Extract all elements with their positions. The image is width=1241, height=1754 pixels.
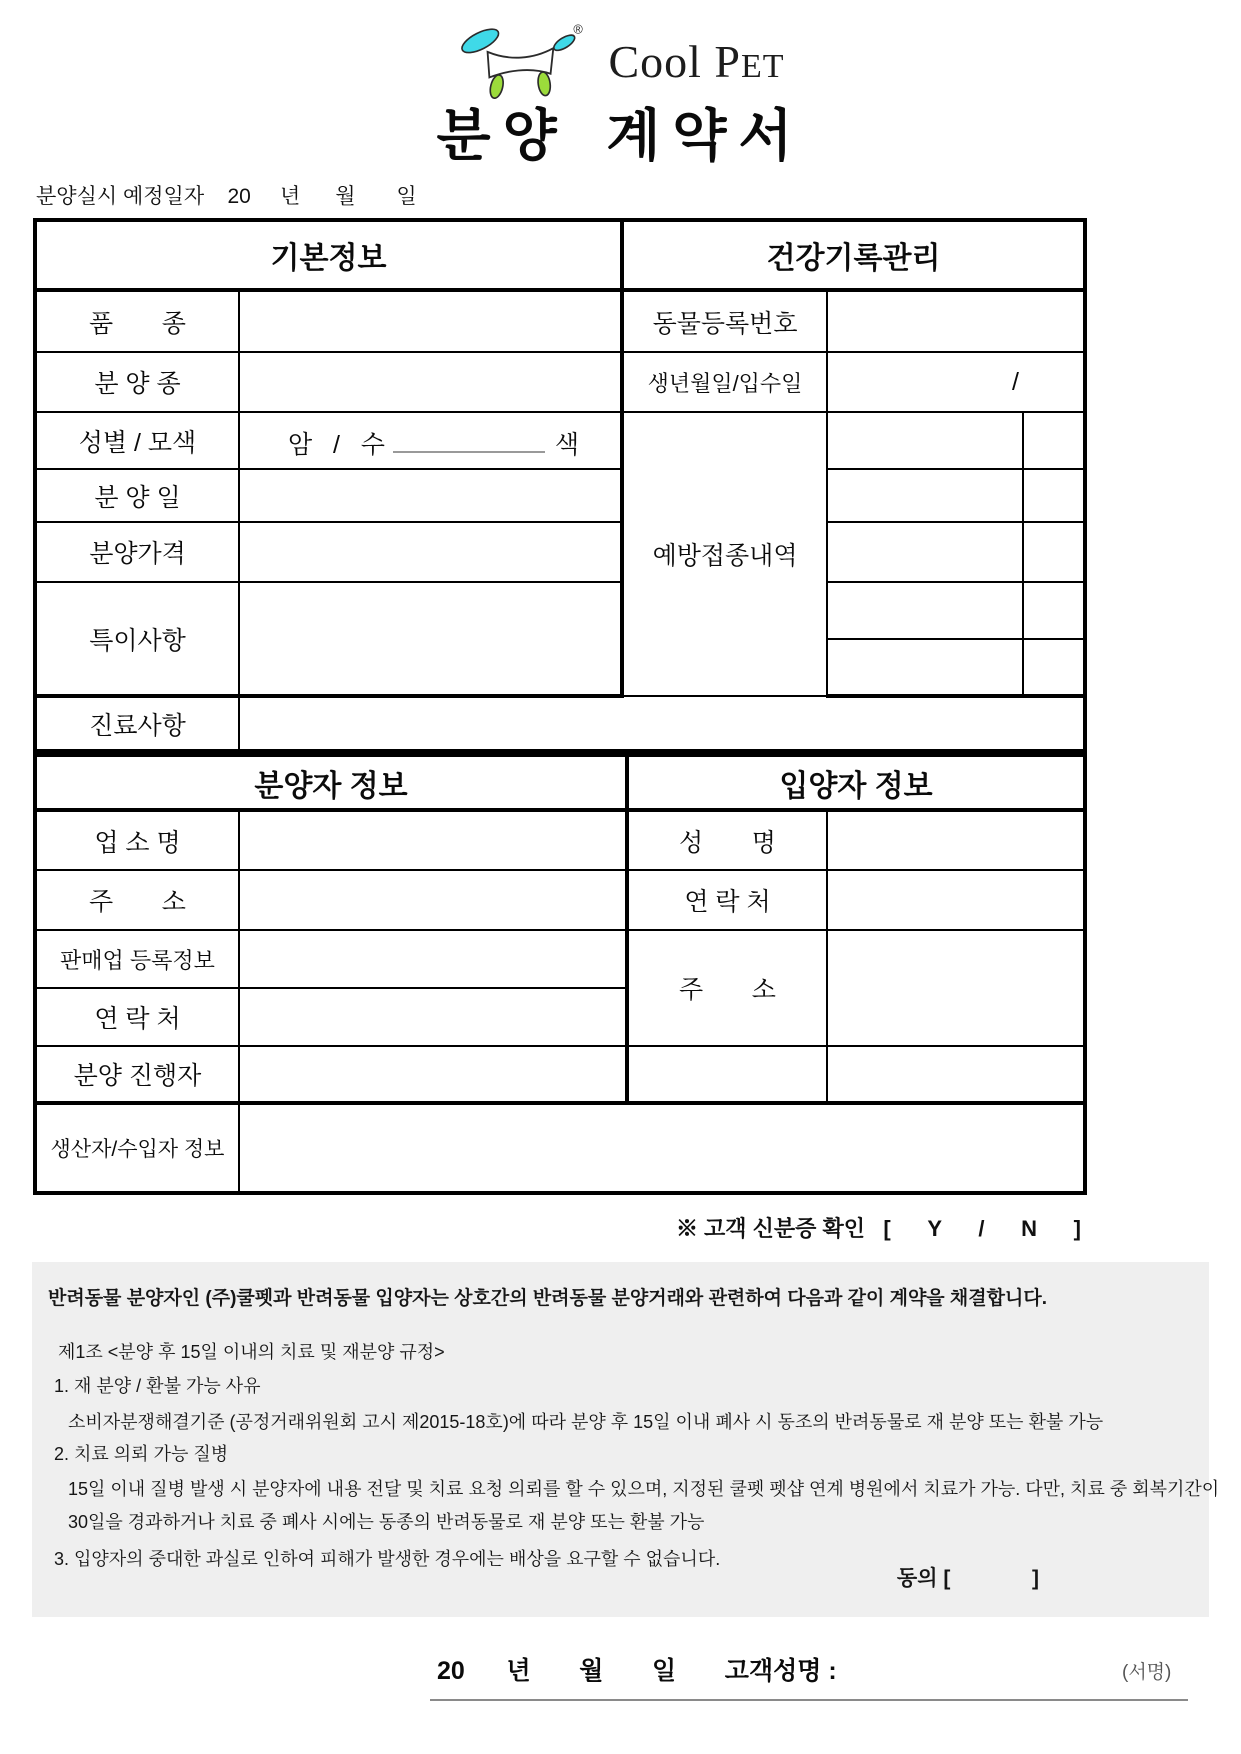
adoption-price-label: 분양가격 [35, 522, 239, 582]
adopter-address-input-cell[interactable] [827, 930, 1085, 1046]
agreement-box [32, 1262, 1220, 1617]
special-notes-input-cell[interactable] [239, 582, 622, 696]
customer-id-check-line[interactable]: ※ 고객 신분증 확인 [ Y / N ] [675, 1216, 1081, 1241]
vaccination-row2-name-cell[interactable] [827, 469, 1023, 522]
adopter-name-label: 성 명 [627, 810, 827, 870]
business-name-label: 업 소 명 [35, 810, 239, 870]
vaccination-row1-check-cell[interactable] [1023, 412, 1085, 469]
vaccination-row5-check-cell[interactable] [1023, 639, 1085, 696]
adoption-agent-label: 분양 진행자 [35, 1046, 239, 1103]
adopter-extra-label-cell [627, 1046, 827, 1103]
logo-text [608, 35, 784, 88]
producer-importer-label: 생산자/수입자 정보 [35, 1103, 239, 1193]
seller-info-header: 분양자 정보 [35, 755, 627, 810]
page-title: 분양 계약서 [436, 104, 805, 167]
seller-address-input-cell[interactable] [239, 870, 627, 930]
signature-hint: (서명) [1122, 1662, 1172, 1683]
adoption-type-label: 분 양 종 [35, 352, 239, 412]
agreement-clause2-title: 2. 치료 의뢰 가능 질병 [54, 1444, 229, 1464]
vaccination-row2-check-cell[interactable] [1023, 469, 1085, 522]
adopter-extra-input-cell[interactable] [827, 1046, 1085, 1103]
sex-options: 암 / 수 [288, 430, 385, 459]
color-suffix: 색 [554, 430, 580, 459]
seller-address-label: 주 소 [35, 870, 239, 930]
registered-mark: ® [573, 21, 584, 37]
vaccination-row5-name-cell[interactable] [827, 639, 1023, 696]
adopter-info-header: 입양자 정보 [627, 755, 1085, 810]
vaccination-row4-name-cell[interactable] [827, 582, 1023, 639]
breed-input-cell[interactable] [239, 290, 622, 352]
health-record-header: 건강기록관리 [622, 220, 1085, 290]
agreement-clause1-body: 소비자분쟁해결기준 (공정거래위원회 고시 제2015-18호)에 따라 분양 후 15일 이내 폐사 시 동조의 반려동물로 재 분양 또는 환불 가능 [68, 1412, 1104, 1432]
medical-notes-label: 진료사항 [35, 696, 239, 751]
adoption-date-input-cell[interactable] [239, 469, 622, 522]
animal-reg-no-input-cell[interactable] [827, 290, 1085, 352]
adoption-price-input-cell[interactable] [239, 522, 622, 582]
adopter-address-label: 주 소 [627, 930, 827, 1046]
sales-registration-input-cell[interactable] [239, 930, 627, 988]
coolpet-dog-logo-icon [456, 19, 594, 103]
agreement-clause1-title: 1. 재 분양 / 환불 가능 사유 [54, 1376, 261, 1396]
adoption-date-label: 분 양 일 [35, 469, 239, 522]
seller-contact-input-cell[interactable] [239, 988, 627, 1046]
seller-adopter-table [33, 753, 1087, 1195]
vaccination-row3-check-cell[interactable] [1023, 522, 1085, 582]
special-notes-label: 특이사항 [35, 582, 239, 696]
agreement-clause2-body1: 15일 이내 질병 발생 시 분양자에 내용 전달 및 치료 요청 의뢰를 할 수 있으며, 지정된 쿨펫 펫샵 연계 병원에서 치료가 가능. 다만, 치료 중 회복기간이 [68, 1479, 1220, 1499]
basic-info-header: 기본정보 [35, 220, 622, 290]
signature-underline[interactable] [430, 1699, 1188, 1701]
color-fill-line[interactable] [393, 421, 545, 453]
adopter-contact-label: 연 락 처 [627, 870, 827, 930]
birth-acquired-label: 생년월일/입수일 [622, 352, 827, 412]
agreement-intro: 반려동물 분양자인 (주)쿨펫과 반려동물 입양자는 상호간의 반려동물 분양거래와 관련하여 다음과 같이 계약을 채결합니다. [48, 1288, 1047, 1309]
vaccination-row4-check-cell[interactable] [1023, 582, 1085, 639]
producer-importer-input-cell[interactable] [239, 1103, 1085, 1193]
consent-fill-line[interactable]: 동의 [ ] [896, 1567, 1039, 1590]
vaccination-row3-name-cell[interactable] [827, 522, 1023, 582]
sex-color-label: 성별 / 모색 [35, 412, 239, 469]
adoption-agent-input-cell[interactable] [239, 1046, 627, 1103]
birth-acquired-input-cell[interactable]: / [827, 352, 1085, 412]
signature-date-name-line[interactable]: 20 년 월 일 고객성명 : [437, 1657, 837, 1685]
breed-label: 품 종 [35, 290, 239, 352]
adopter-contact-input-cell[interactable] [827, 870, 1085, 930]
sales-registration-label: 판매업 등록정보 [35, 930, 239, 988]
logo-text-main: Cool P [608, 35, 741, 87]
seller-contact-label: 연 락 처 [35, 988, 239, 1046]
scheduled-date-line: 분양실시 예정일자 20 년 월 일 [36, 185, 417, 208]
adopter-name-input-cell[interactable] [827, 810, 1085, 870]
agreement-clause2-body2: 30일을 경과하거나 치료 중 폐사 시에는 동종의 반려동물로 재 분양 또는 환불 가능 [68, 1512, 705, 1532]
animal-reg-no-label: 동물등록번호 [622, 290, 827, 352]
agreement-article1-title: 제1조 <분양 후 15일 이내의 치료 및 재분양 규정> [58, 1342, 445, 1362]
vaccination-row1-name-cell[interactable] [827, 412, 1023, 469]
vaccination-label: 예방접종내역 [622, 412, 827, 696]
business-name-input-cell[interactable] [239, 810, 627, 870]
agreement-clause3-title: 3. 입양자의 중대한 과실로 인하여 피해가 발생한 경우에는 배상을 요구할 수 없습니다. [54, 1549, 721, 1569]
logo-text-small: ET [741, 47, 785, 85]
adoption-type-input-cell[interactable] [239, 352, 622, 412]
sex-color-input-cell[interactable] [239, 412, 622, 469]
basic-info-health-table [33, 218, 1087, 753]
medical-notes-input-cell[interactable] [239, 696, 1085, 751]
